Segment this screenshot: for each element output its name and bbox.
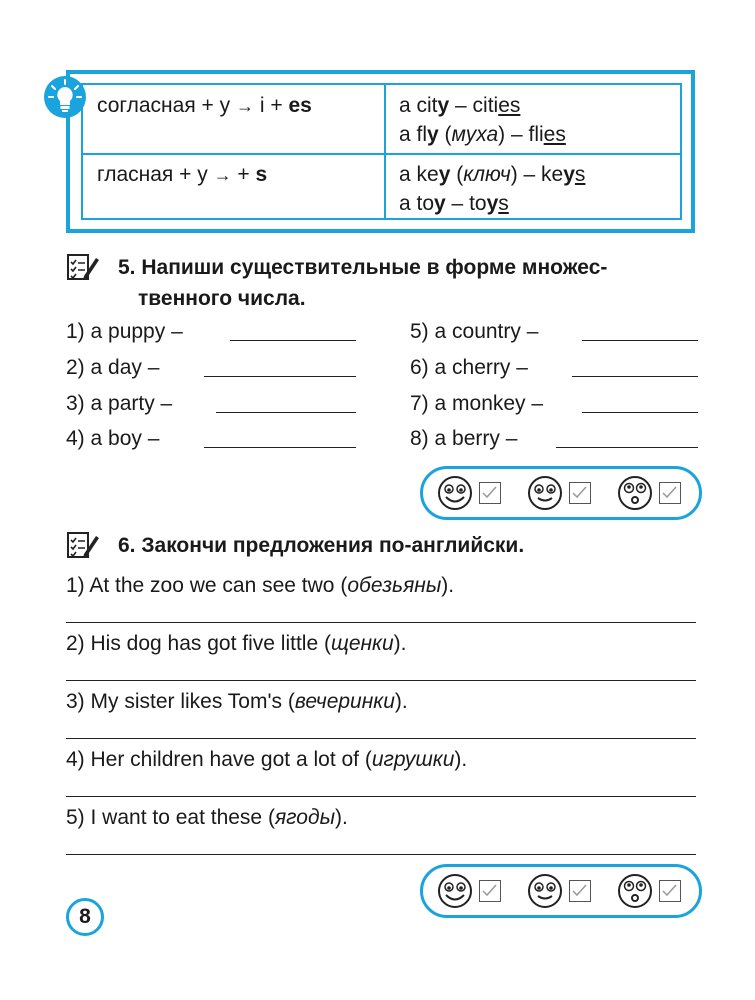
ex5-item-3: 3) a party –: [66, 392, 173, 415]
example-fly: a fly (муха) – flies: [399, 123, 566, 146]
exercise5-title-cont: твенного числа.: [138, 287, 306, 310]
ex6-sentence-4: 4) Her children have got a lot of (игрушки).: [66, 748, 468, 771]
ex6-sentence-2: 2) His dog has got five little (щенки).: [66, 632, 407, 655]
ex6-sentence-5: 5) I want to eat these (ягоды).: [66, 806, 348, 829]
example-city: a city – cities: [399, 94, 521, 117]
example-key: a key (ключ) – keys: [399, 163, 586, 186]
ex5-blank-7[interactable]: [582, 412, 698, 413]
confused-face-icon: [617, 475, 653, 511]
neutral-face-icon: [527, 475, 563, 511]
ex5-item-1: 1) a puppy –: [66, 320, 183, 343]
page-number: 8: [66, 898, 104, 936]
example-toy: a toy – toys: [399, 192, 509, 215]
ex5-blank-8[interactable]: [556, 447, 698, 448]
ex6-answer-line-2[interactable]: [66, 680, 696, 681]
rule-table: [81, 83, 682, 220]
exercise-pencil-icon: [66, 530, 100, 560]
ex5-item-8: 8) a berry –: [410, 427, 518, 450]
ex5-blank-2[interactable]: [204, 376, 356, 377]
exercise-pencil-icon: [66, 252, 100, 282]
ex5-blank-5[interactable]: [582, 340, 698, 341]
ex6-sentence-3: 3) My sister likes Tom's (вечеринки).: [66, 690, 408, 713]
exercise5-title: 5. Напиши существительные в форме множес-: [118, 256, 608, 279]
checkbox-good[interactable]: [479, 880, 501, 902]
ex5-blank-1[interactable]: [230, 340, 356, 341]
self-evaluation-box: [420, 466, 702, 520]
ex5-item-7: 7) a monkey –: [410, 392, 544, 415]
ex6-sentence-1: 1) At the zoo we can see two (обезьяны).: [66, 574, 455, 597]
rule-vowel: гласная + y → + s: [97, 163, 268, 186]
table-divider-vertical: [384, 85, 386, 218]
ex6-answer-line-3[interactable]: [66, 738, 696, 739]
ex5-item-2: 2) a day –: [66, 356, 160, 379]
rule-consonant: согласная + y → i + es: [97, 94, 312, 117]
lightbulb-icon: [44, 76, 86, 118]
exercise6-title: 6. Закончи предложения по-английски.: [118, 534, 525, 557]
smiley-face-icon: [437, 475, 473, 511]
table-divider-horizontal: [83, 153, 680, 155]
ex5-blank-3[interactable]: [216, 412, 356, 413]
ex6-answer-line-1[interactable]: [66, 622, 696, 623]
checkbox-ok[interactable]: [569, 482, 591, 504]
checkbox-ok[interactable]: [569, 880, 591, 902]
ex5-item-4: 4) a boy –: [66, 427, 160, 450]
ex5-item-5: 5) a country –: [410, 320, 539, 343]
confused-face-icon: [617, 873, 653, 909]
checkbox-hard[interactable]: [659, 482, 681, 504]
checkbox-hard[interactable]: [659, 880, 681, 902]
checkbox-good[interactable]: [479, 482, 501, 504]
rule-box: [66, 70, 695, 233]
self-evaluation-box: [420, 864, 702, 918]
arrow-right-icon: →: [213, 165, 232, 185]
ex5-blank-4[interactable]: [204, 447, 356, 448]
ex6-answer-line-5[interactable]: [66, 854, 696, 855]
smiley-face-icon: [437, 873, 473, 909]
arrow-right-icon: →: [235, 96, 254, 116]
ex5-blank-6[interactable]: [572, 376, 698, 377]
ex6-answer-line-4[interactable]: [66, 796, 696, 797]
ex5-item-6: 6) a cherry –: [410, 356, 528, 379]
neutral-face-icon: [527, 873, 563, 909]
